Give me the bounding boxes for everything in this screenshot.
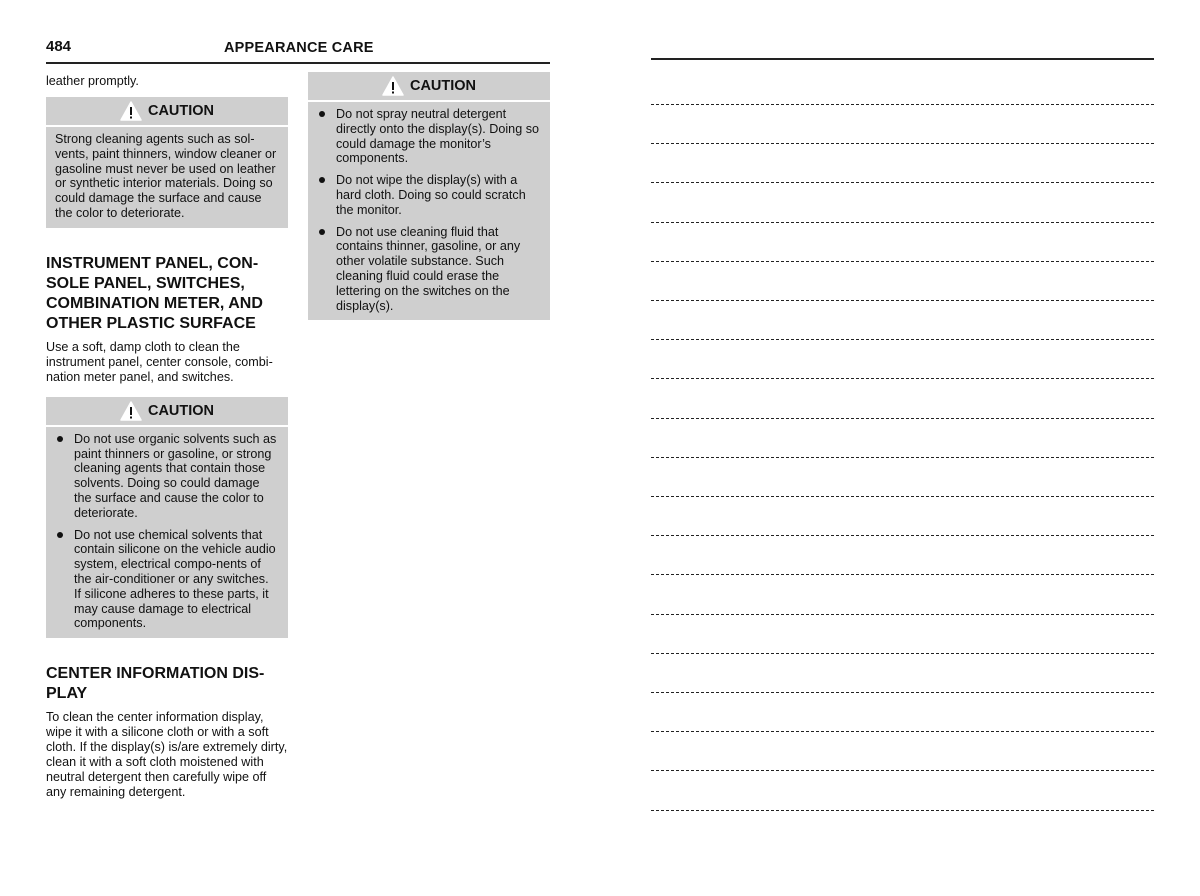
caution-title: CAUTION [147,402,215,419]
bullet-dot-icon [57,436,63,442]
bullet-text: Do not use cleaning fluid that contains thinner, gasoline, or any other volatile substance. Such cleaning fluid could erase the lettering on the switches on the display(s). [336,224,521,313]
left-text-column [46,74,288,800]
warning-triangle-icon [120,401,142,421]
warning-triangle-icon [120,101,142,121]
note-line [651,222,1154,223]
note-line [651,378,1154,379]
notes-top-rule [651,58,1154,60]
page-header [46,38,550,64]
note-line [651,300,1154,301]
caution-title: CAUTION [147,103,215,119]
note-line [651,261,1154,262]
caution-title: CAUTION [409,78,477,94]
note-line [651,653,1154,654]
bullet-dot-icon [57,532,63,538]
caution-box-solvents [46,397,288,638]
caution-bullet [55,432,279,521]
bullet-text: Do not wipe the display(s) with a hard cloth. Doing so could scratch the monitor. [336,173,526,217]
caution-bullet-list [55,432,279,631]
note-line [651,535,1154,536]
note-line [651,692,1154,693]
note-line [651,496,1154,497]
note-line [651,339,1154,340]
left-page [46,38,550,858]
paragraph-instrument-panel: Use a soft, damp cloth to clean the instrument panel, center console, combi-nation meter panel, and switches. [46,339,273,384]
right-text-column [308,72,550,320]
caution-box-leather [46,97,288,228]
note-line [651,418,1154,419]
caution-box-display [308,72,550,320]
heading-center-display: CENTER INFORMATION DIS-PLAY [46,665,265,703]
note-line [651,574,1154,575]
section-title: APPEARANCE CARE [224,40,374,56]
caution-header [46,401,288,427]
caution-bullet-list [317,107,541,313]
caution-bullet [317,173,541,217]
note-line [651,104,1154,105]
bullet-text: Do not spray neutral detergent directly onto the display(s). Doing so could damage the monitor’s components. [336,107,539,166]
bullet-dot-icon [319,229,325,235]
bullet-dot-icon [319,177,325,183]
note-line [651,731,1154,732]
heading-instrument-panel: INSTRUMENT PANEL, CON-SOLE PANEL, SWITCHES, COMBINATION METER, AND OTHER PLASTIC SURFACE [46,254,263,332]
caution-bullet [317,225,541,314]
caution-bullet [317,107,541,166]
note-line [651,614,1154,615]
paragraph-center-display: To clean the center information display, wipe it with a silicone cloth or with a soft cloth. If the display(s) is/are extremely dirty, clean it with a soft cloth moistened with neutral detergent then carefully wipe off any remaining detergent. [46,710,288,800]
caution-bullet [55,528,279,632]
intro-continuation: leather promptly. [46,74,139,88]
note-line [651,457,1154,458]
note-line [651,810,1154,811]
bullet-text: Do not use chemical solvents that contain silicone on the vehicle audio system, electrical compo-nents of the air-conditioner or any switches. If silicone adheres to these parts, it may cause damage to electrical components. [74,527,276,631]
warning-triangle-icon [382,76,404,96]
bullet-dot-icon [319,111,325,117]
page-number: 484 [46,38,72,55]
caution-text: Strong cleaning agents such as sol-vents, paint thinners, window cleaner or gasoline must never be used on leather or synthetic interior materials. Doing so could damage the surface and cause the color to deteriorate. [55,132,277,220]
caution-header [46,101,288,127]
note-line [651,770,1154,771]
note-line [651,143,1154,144]
note-line [651,182,1154,183]
bullet-text: Do not use organic solvents such as paint thinners or gasoline, or strong cleaning agents that contain those solvents. Doing so could damage the surface and cause the color to deteriorate. [74,431,277,520]
caution-header [308,76,550,102]
